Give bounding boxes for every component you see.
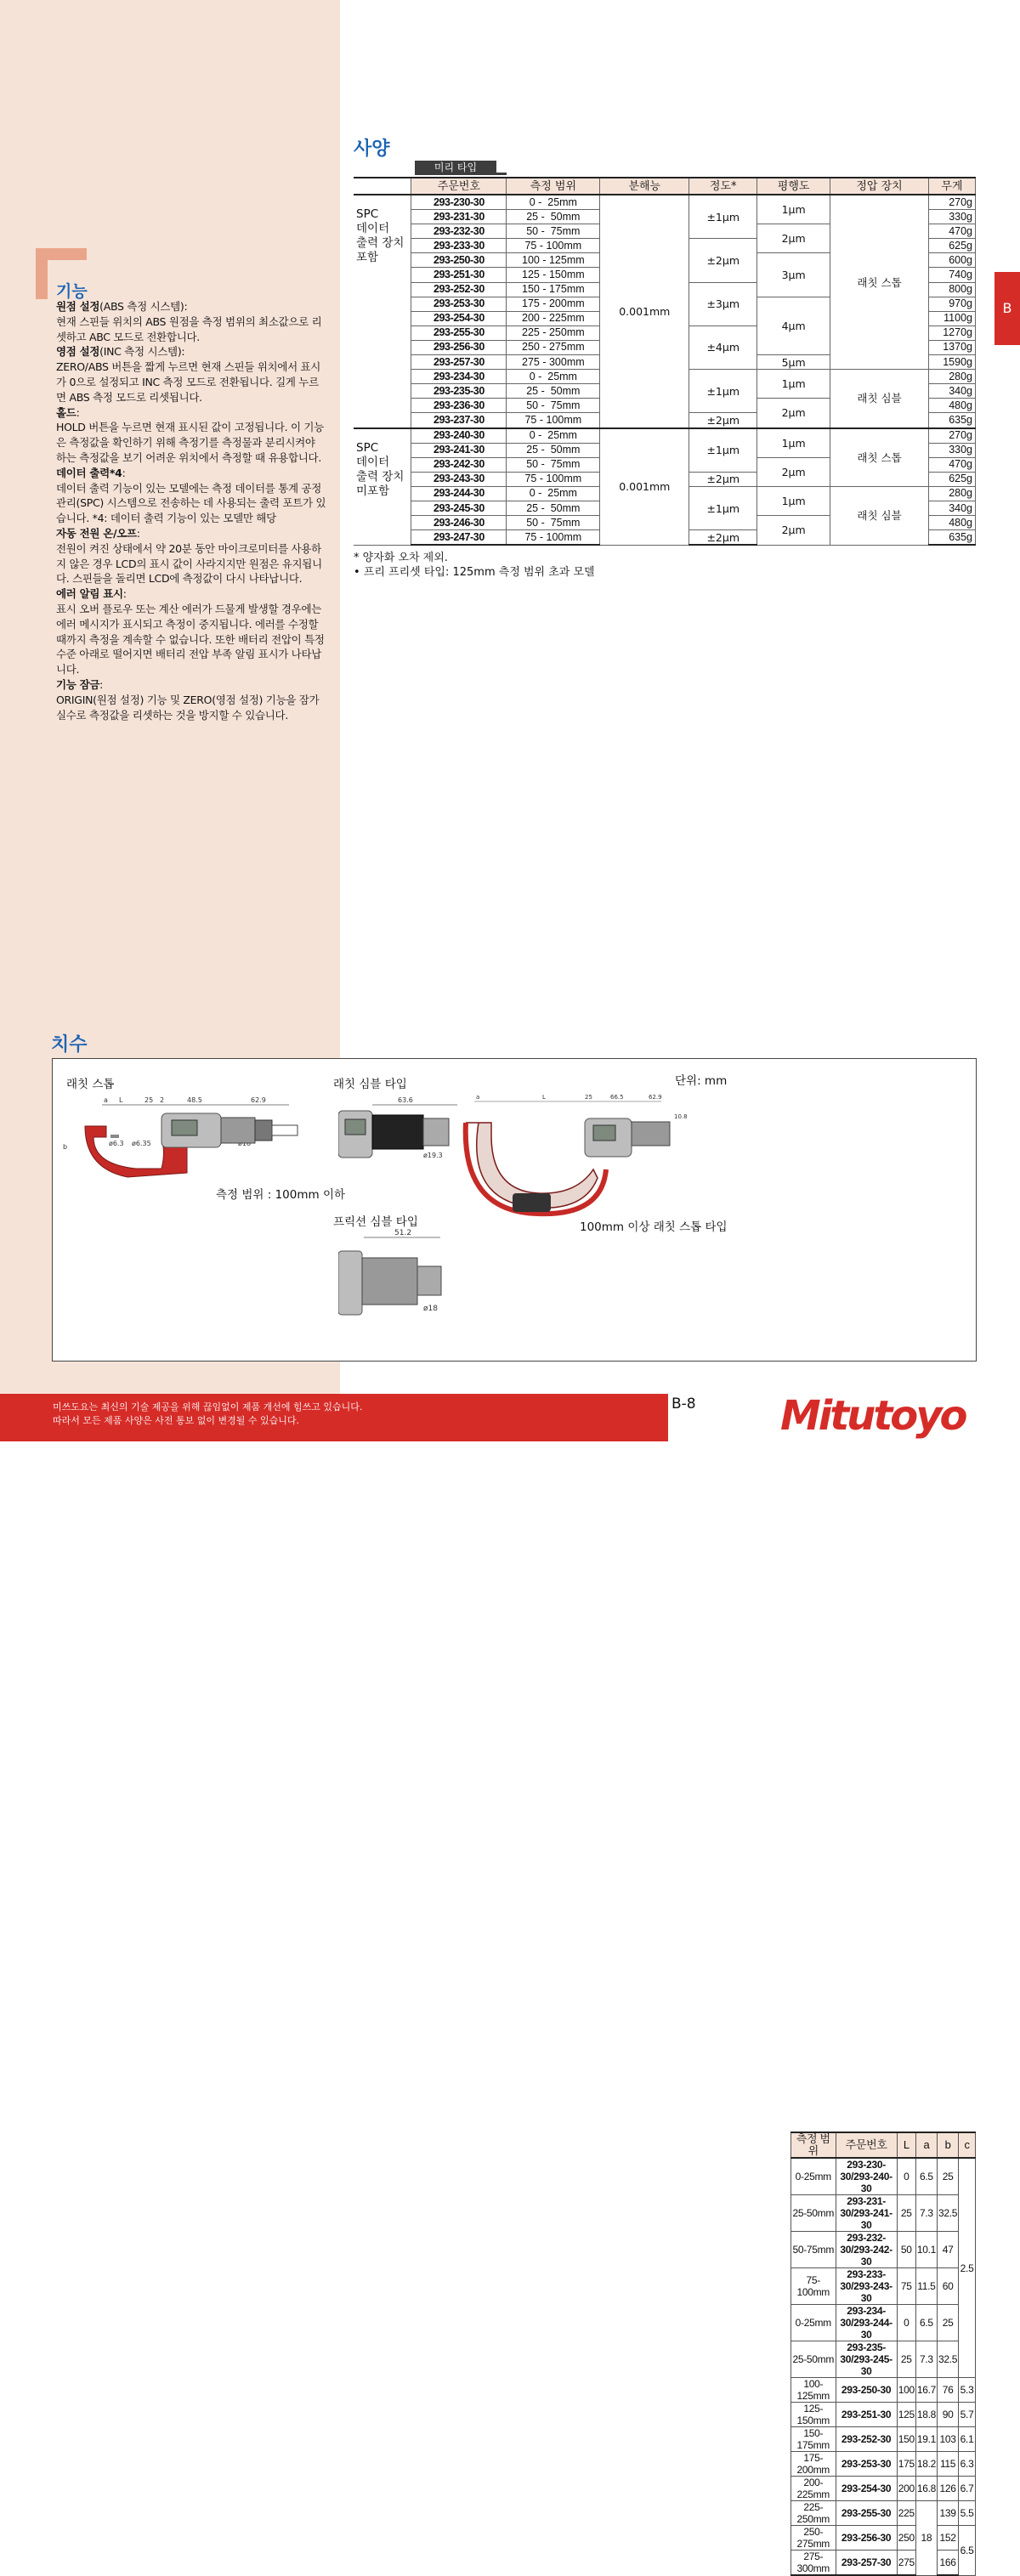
parallelism-cell: 1μm (757, 370, 830, 399)
parallelism-cell: 1μm (757, 428, 830, 458)
features-list (56, 299, 328, 722)
dim-code: 293-235-30/293-245-30 (836, 2341, 897, 2378)
range-cell: 175 - 200mm (507, 297, 600, 311)
dim-code: 293-255-30 (836, 2501, 897, 2526)
dim-range: 25-50mm (791, 2341, 836, 2378)
range-cell: 75 - 100mm (507, 239, 600, 253)
feature-suffix: : (99, 677, 104, 691)
table-row (791, 2232, 976, 2268)
over-100-label: 100mm 이상 래칫 스톱 타입 (580, 1220, 728, 1234)
feature-title: 데이터 출력*4 (56, 466, 122, 479)
weight-cell: 280g (928, 486, 975, 501)
dim-range: 125-150mm (791, 2403, 836, 2427)
dim-b-val: 103 (938, 2427, 959, 2452)
weight-cell: 470g (928, 457, 975, 472)
accuracy-cell: ±2μm (689, 239, 757, 282)
ratchet-cell: 래칫 스톱 (830, 195, 929, 370)
order-code: 293-253-30 (411, 297, 507, 311)
weight-cell: 480g (928, 399, 975, 413)
dim-b-val: 32.5 (938, 2341, 959, 2378)
feature-title: 에러 알림 표시 (56, 587, 123, 601)
dim-range: 0-25mm (791, 2158, 836, 2195)
footer-line: 따라서 모든 제품 사양은 사전 통보 없이 변경될 수 있습니다. (53, 1415, 299, 1426)
dim-b-val: 25 (938, 2158, 959, 2195)
dim-header-row (791, 2132, 976, 2158)
dim-d635: ø6.35 (132, 1140, 151, 1147)
dimensions-title: 치수 (51, 1034, 88, 1056)
range-cell: 250 - 275mm (507, 340, 600, 354)
header-cell: 무게 (928, 178, 975, 195)
range-cell: 150 - 175mm (507, 282, 600, 297)
dim-c-val: 6.3 (959, 2452, 976, 2477)
parallelism-cell: 2μm (757, 224, 830, 253)
weight-cell: 1100g (928, 311, 975, 326)
header-cell: 정압 장치 (830, 178, 929, 195)
feature-title: 자동 전원 온/오프 (56, 526, 137, 540)
order-code: 293-251-30 (411, 268, 507, 282)
weight-cell: 600g (928, 253, 975, 268)
range-cell: 0 - 25mm (507, 370, 600, 384)
dim-code: 293-256-30 (836, 2526, 897, 2551)
order-code: 293-240-30 (411, 428, 507, 444)
footer-line: 미쓰도요는 최신의 기술 제공을 위해 끊임없이 제품 개선에 힘쓰고 있습니다. (53, 1401, 363, 1413)
weight-cell: 800g (928, 282, 975, 297)
group-label: SPC 데이터 출력 장치 포함 (354, 195, 411, 428)
dim-b-val: 166 (938, 2551, 959, 2576)
dimensions-table-wrap (790, 2132, 976, 2576)
feature-desc: 현재 스핀들 위치의 ABS 원점을 측정 범위의 최소값으로 리셋하고 ABC 모드로 전환합니다. (56, 314, 322, 343)
order-code: 293-250-30 (411, 253, 507, 268)
parallelism-cell: 2μm (757, 399, 830, 428)
dim-b-val: 32.5 (938, 2195, 959, 2232)
dim-b-val: 152 (938, 2526, 959, 2551)
table-row (791, 2551, 976, 2576)
accuracy-cell: ±2μm (689, 472, 757, 486)
range-note-label: 측정 범위 : 100mm 이하 (216, 1188, 346, 1202)
dim-b-val: 60 (938, 2268, 959, 2305)
spec-table-wrap (354, 177, 976, 546)
order-code: 293-247-30 (411, 530, 507, 546)
dim-a-val: 18.8 (915, 2403, 937, 2427)
dim-b-val: 25 (938, 2305, 959, 2341)
weight-cell: 1370g (928, 340, 975, 354)
dim-d63: ø6.3 (109, 1140, 124, 1147)
parallelism-cell: 3μm (757, 253, 830, 297)
dim-a-val: 16.7 (915, 2378, 937, 2403)
ratchet-thimble-label: 래칫 심블 타입 (333, 1078, 407, 1091)
weight-cell: 270g (928, 195, 975, 210)
group-label: SPC 데이터 출력 장치 미포함 (354, 428, 411, 546)
dim-range: 50-75mm (791, 2232, 836, 2268)
dim-10-8: 10.8 (674, 1113, 688, 1120)
parallelism-cell: 1μm (757, 195, 830, 224)
dim-header: c (959, 2132, 976, 2158)
table-row (354, 428, 976, 444)
header-cell: 분해능 (600, 178, 689, 195)
dim-header: a (915, 2132, 937, 2158)
large-micrometer-drawing (457, 1084, 695, 1220)
dim-code: 293-233-30/293-243-30 (836, 2268, 897, 2305)
order-code: 293-235-30 (411, 384, 507, 399)
dim-62-9-2: 62.9 (649, 1094, 662, 1101)
order-code: 293-256-30 (411, 340, 507, 354)
parallelism-cell: 2μm (757, 516, 830, 546)
range-cell: 225 - 250mm (507, 326, 600, 340)
dim-range: 250-275mm (791, 2526, 836, 2551)
table-row (791, 2305, 976, 2341)
dim-l-val: 0 (897, 2305, 915, 2341)
order-code: 293-230-30 (411, 195, 507, 210)
weight-cell: 625g (928, 239, 975, 253)
dim-51-2: 51.2 (394, 1229, 412, 1237)
order-code: 293-254-30 (411, 311, 507, 326)
dim-c-val: 6.1 (959, 2427, 976, 2452)
range-cell: 0 - 25mm (507, 428, 600, 444)
range-cell: 50 - 75mm (507, 399, 600, 413)
spec-notes (354, 551, 595, 580)
feature-item (56, 586, 328, 677)
order-code: 293-242-30 (411, 457, 507, 472)
table-row (791, 2268, 976, 2305)
page-number: B-8 (672, 1396, 696, 1413)
dim-code: 293-250-30 (836, 2378, 897, 2403)
header-cell: 주문번호 (411, 178, 507, 195)
friction-thimble-drawing (338, 1226, 466, 1319)
dim-l-val: 200 (897, 2477, 915, 2501)
dim-66-5: 66.5 (610, 1094, 624, 1101)
spec-header-row (354, 178, 976, 195)
dim-l-val: 25 (897, 2195, 915, 2232)
dim-2: 2 (160, 1096, 165, 1104)
range-cell: 125 - 150mm (507, 268, 600, 282)
weight-cell: 330g (928, 443, 975, 457)
dim-a-val: 16.8 (915, 2477, 937, 2501)
dim-d18-b: ø18 (423, 1305, 438, 1313)
parallelism-cell: 1μm (757, 486, 830, 515)
ratchet-cell: 래칫 심블 (830, 486, 929, 545)
accuracy-cell: ±2μm (689, 530, 757, 546)
dim-l-val: 175 (897, 2452, 915, 2477)
range-cell: 275 - 300mm (507, 355, 600, 370)
feature-item (56, 526, 328, 586)
range-cell: 75 - 100mm (507, 413, 600, 428)
dim-code: 293-257-30 (836, 2551, 897, 2576)
friction-thimble-label: 프릭션 심블 타입 (333, 1215, 418, 1229)
dim-d19-3: ø19.3 (423, 1152, 443, 1159)
range-cell: 0 - 25mm (507, 486, 600, 501)
feature-suffix: : (136, 526, 140, 540)
range-cell: 100 - 125mm (507, 253, 600, 268)
parallelism-cell: 5μm (757, 355, 830, 370)
weight-cell: 635g (928, 413, 975, 428)
range-cell: 25 - 50mm (507, 384, 600, 399)
range-cell: 50 - 75mm (507, 457, 600, 472)
dim-code: 293-232-30/293-242-30 (836, 2232, 897, 2268)
dim-b-val: 76 (938, 2378, 959, 2403)
dim-c-val: 6.7 (959, 2477, 976, 2501)
feature-suffix: (ABS 측정 시스템): (99, 300, 188, 313)
unit-label: 단위: mm (675, 1074, 728, 1088)
note-line: • 프리 프리셋 타입: 125mm 측정 범위 초과 모델 (354, 566, 595, 579)
order-code: 293-246-30 (411, 516, 507, 530)
dim-range: 200-225mm (791, 2477, 836, 2501)
weight-cell: 740g (928, 268, 975, 282)
accuracy-cell: ±3μm (689, 282, 757, 326)
feature-title: 영점 설정 (56, 345, 100, 359)
dim-b-val: 139 (938, 2501, 959, 2526)
table-row (791, 2195, 976, 2232)
table-row (791, 2341, 976, 2378)
weight-cell: 480g (928, 516, 975, 530)
dimensions-table (790, 2132, 976, 2576)
header-cell: 정도* (689, 178, 757, 195)
feature-desc: ORIGIN(원점 설정) 기능 및 ZERO(영점 설정) 기능을 잠가 실수로 측정값을 리셋하는 것을 방지할 수 있습니다. (56, 693, 320, 722)
dim-range: 75-100mm (791, 2268, 836, 2305)
footer-text (53, 1401, 362, 1428)
order-code: 293-257-30 (411, 355, 507, 370)
header-cell: 측정 범위 (507, 178, 600, 195)
order-code: 293-252-30 (411, 282, 507, 297)
feature-suffix: : (122, 466, 126, 479)
dim-25: 25 (144, 1096, 154, 1104)
feature-desc: 데이터 출력 기능이 있는 모델에는 측정 데이터를 통계 공정 관리(SPC) 시스템으로 전송하는 데 사용되는 출력 포트가 있습니다. *4: 데이터 출력 기능이 있는 모델만 해당 (56, 481, 326, 525)
weight-cell: 1270g (928, 326, 975, 340)
ratchet-stop-label: 래칫 스톱 (66, 1078, 115, 1091)
dim-l-val: 275 (897, 2551, 915, 2576)
table-row (791, 2452, 976, 2477)
dim-a-val: 11.5 (915, 2268, 937, 2305)
feature-suffix: (INC 측정 시스템): (99, 345, 185, 359)
table-row (791, 2403, 976, 2427)
type-tag-label: 미리 타입 (415, 161, 496, 175)
weight-cell: 970g (928, 297, 975, 311)
dim-c-val: 5.3 (959, 2378, 976, 2403)
weight-cell: 635g (928, 530, 975, 546)
dim-a-val: 10.1 (915, 2232, 937, 2268)
dim-48-5: 48.5 (187, 1096, 202, 1104)
dim-code: 293-252-30 (836, 2427, 897, 2452)
dim-l-val: 225 (897, 2501, 915, 2526)
dim-code: 293-253-30 (836, 2452, 897, 2477)
weight-cell: 340g (928, 501, 975, 515)
dim-a-2: a (476, 1094, 480, 1101)
parallelism-cell: 4μm (757, 297, 830, 354)
dim-l-val: 25 (897, 2341, 915, 2378)
dim-b: b (63, 1143, 68, 1151)
ratchet-cell: 래칫 심블 (830, 370, 929, 428)
feature-title: 기능 잠금 (56, 677, 100, 691)
weight-cell: 270g (928, 428, 975, 444)
order-code: 293-234-30 (411, 370, 507, 384)
order-code: 293-244-30 (411, 486, 507, 501)
dim-b-val: 126 (938, 2477, 959, 2501)
accuracy-cell: ±1μm (689, 428, 757, 473)
dim-code: 293-251-30 (836, 2403, 897, 2427)
table-row (354, 195, 976, 210)
dim-range: 100-125mm (791, 2378, 836, 2403)
dim-a-val: 18.2 (915, 2452, 937, 2477)
weight-cell: 1590g (928, 355, 975, 370)
dim-range: 225-250mm (791, 2501, 836, 2526)
dim-l-val: 150 (897, 2427, 915, 2452)
parallelism-cell: 2μm (757, 457, 830, 486)
dim-b-val: 115 (938, 2452, 959, 2477)
micrometer-drawing-standard (60, 1088, 314, 1181)
order-code: 293-236-30 (411, 399, 507, 413)
ratchet-cell: 래칫 스톱 (830, 428, 929, 487)
dim-a-val: 7.3 (915, 2195, 937, 2232)
dim-63-6: 63.6 (398, 1096, 413, 1104)
mitutoyo-logo: Mitutoyo (780, 1392, 966, 1440)
order-code: 293-233-30 (411, 239, 507, 253)
range-cell: 25 - 50mm (507, 210, 600, 224)
dim-c-val: 6.5 (959, 2526, 976, 2576)
table-row (791, 2477, 976, 2501)
dim-a-val: 19.1 (915, 2427, 937, 2452)
range-cell: 0 - 25mm (507, 195, 600, 210)
type-tag (415, 161, 507, 175)
dim-c-val: 5.5 (959, 2501, 976, 2526)
dim-code: 293-230-30/293-240-30 (836, 2158, 897, 2195)
dim-code: 293-231-30/293-241-30 (836, 2195, 897, 2232)
weight-cell: 340g (928, 384, 975, 399)
table-row (791, 2501, 976, 2526)
order-code: 293-232-30 (411, 224, 507, 239)
footer-bar (0, 1394, 668, 1441)
feature-item (56, 677, 328, 722)
dim-c-val: 5.7 (959, 2403, 976, 2427)
dim-l-val: 0 (897, 2158, 915, 2195)
order-code: 293-243-30 (411, 472, 507, 486)
header-cell: 평행도 (757, 178, 830, 195)
feature-suffix: : (122, 587, 127, 601)
dim-l: L (119, 1096, 123, 1104)
feature-suffix: : (76, 405, 80, 419)
resolution-cell: 0.001mm (600, 195, 689, 428)
dim-range: 0-25mm (791, 2305, 836, 2341)
note-line: * 양자화 오차 제외. (354, 552, 448, 564)
order-code: 293-237-30 (411, 413, 507, 428)
dim-header: b (938, 2132, 959, 2158)
order-code: 293-245-30 (411, 501, 507, 515)
table-row (791, 2427, 976, 2452)
resolution-cell: 0.001mm (600, 428, 689, 546)
range-cell: 200 - 225mm (507, 311, 600, 326)
dim-header: 측정 범위 (791, 2132, 836, 2158)
dim-l-val: 100 (897, 2378, 915, 2403)
feature-desc: 표시 오버 플로우 또는 계산 에러가 드물게 발생할 경우에는 에러 메시지가 표시되고 측정이 중지됩니다. 에러를 수정할 때까지 측정을 계속할 수 없습니다. 또한 배터리 전압이 특정 수준 아래로 떨어지면 배터리 전압 부족 알림 표시가 나타납니다. (56, 602, 325, 677)
dim-code: 293-254-30 (836, 2477, 897, 2501)
feature-item (56, 405, 328, 466)
table-row (791, 2378, 976, 2403)
range-cell: 50 - 75mm (507, 516, 600, 530)
dim-c-val: 2.5 (959, 2158, 976, 2378)
dim-range: 275-300mm (791, 2551, 836, 2576)
range-cell: 75 - 100mm (507, 472, 600, 486)
dim-a-val: 6.5 (915, 2305, 937, 2341)
dim-header: L (897, 2132, 915, 2158)
table-row (791, 2526, 976, 2551)
dim-header: 주문번호 (836, 2132, 897, 2158)
dim-l-val: 250 (897, 2526, 915, 2551)
feature-item (56, 344, 328, 405)
feature-desc: HOLD 버튼을 누르면 현재 표시된 값이 고정됩니다. 이 기능은 측정값을 확인하기 위해 측정기를 측정물과 분리시켜야 하는 측정값을 보기 어려운 위치에서 측정할 때 유용합니다. (56, 421, 324, 464)
dim-l-val: 125 (897, 2403, 915, 2427)
feature-item (56, 466, 328, 526)
ratchet-thimble-drawing (338, 1090, 466, 1183)
order-code: 293-255-30 (411, 326, 507, 340)
weight-cell: 280g (928, 370, 975, 384)
dim-a-val: 7.3 (915, 2341, 937, 2378)
dim-l-2: L (542, 1094, 546, 1101)
section-tab: B (994, 272, 1020, 345)
table-row (791, 2158, 976, 2195)
dim-b-val: 90 (938, 2403, 959, 2427)
accuracy-cell: ±1μm (689, 195, 757, 239)
spec-table (354, 177, 976, 546)
dim-a-val: 6.5 (915, 2158, 937, 2195)
dim-b-val: 47 (938, 2232, 959, 2268)
dim-range: 25-50mm (791, 2195, 836, 2232)
accuracy-cell: ±2μm (689, 413, 757, 428)
accuracy-cell: ±1μm (689, 370, 757, 413)
accuracy-cell: ±1μm (689, 486, 757, 529)
feature-title: 원점 설정 (56, 300, 100, 313)
dim-l-val: 50 (897, 2232, 915, 2268)
dim-a: a (104, 1096, 108, 1104)
range-cell: 25 - 50mm (507, 501, 600, 515)
features-title: 기능 (56, 282, 88, 301)
feature-desc: ZERO/ABS 버튼을 짧게 누르면 현재 스핀들 위치에서 표시가 0으로 설정되고 INC 측정 모드로 전환됩니다. 길게 누르면 ABS 측정 모드로 리셋됩니다. (56, 360, 321, 404)
dim-a-val: 18 (915, 2501, 937, 2576)
dim-range: 175-200mm (791, 2452, 836, 2477)
accuracy-cell: ±4μm (689, 326, 757, 369)
dim-l-val: 75 (897, 2268, 915, 2305)
order-code: 293-231-30 (411, 210, 507, 224)
dim-range: 150-175mm (791, 2427, 836, 2452)
specs-title: 사양 (354, 139, 390, 160)
order-code: 293-241-30 (411, 443, 507, 457)
feature-desc: 전원이 켜진 상태에서 약 20분 동안 마이크로미터를 사용하지 않은 경우 LCD의 표시 값이 사라지지만 원점은 유지됩니다. 스핀들을 돌리면 LCD에 측정값이 다시 나타납니다. (56, 541, 322, 586)
dim-code: 293-234-30/293-244-30 (836, 2305, 897, 2341)
weight-cell: 330g (928, 210, 975, 224)
range-cell: 75 - 100mm (507, 530, 600, 546)
dim-25-2: 25 (585, 1094, 592, 1101)
header-blank (354, 178, 411, 195)
feature-item (56, 299, 328, 344)
weight-cell: 625g (928, 472, 975, 486)
weight-cell: 470g (928, 224, 975, 239)
range-cell: 50 - 75mm (507, 224, 600, 239)
range-cell: 25 - 50mm (507, 443, 600, 457)
dim-62-9: 62.9 (251, 1096, 266, 1104)
feature-title: 홀드 (56, 405, 76, 419)
